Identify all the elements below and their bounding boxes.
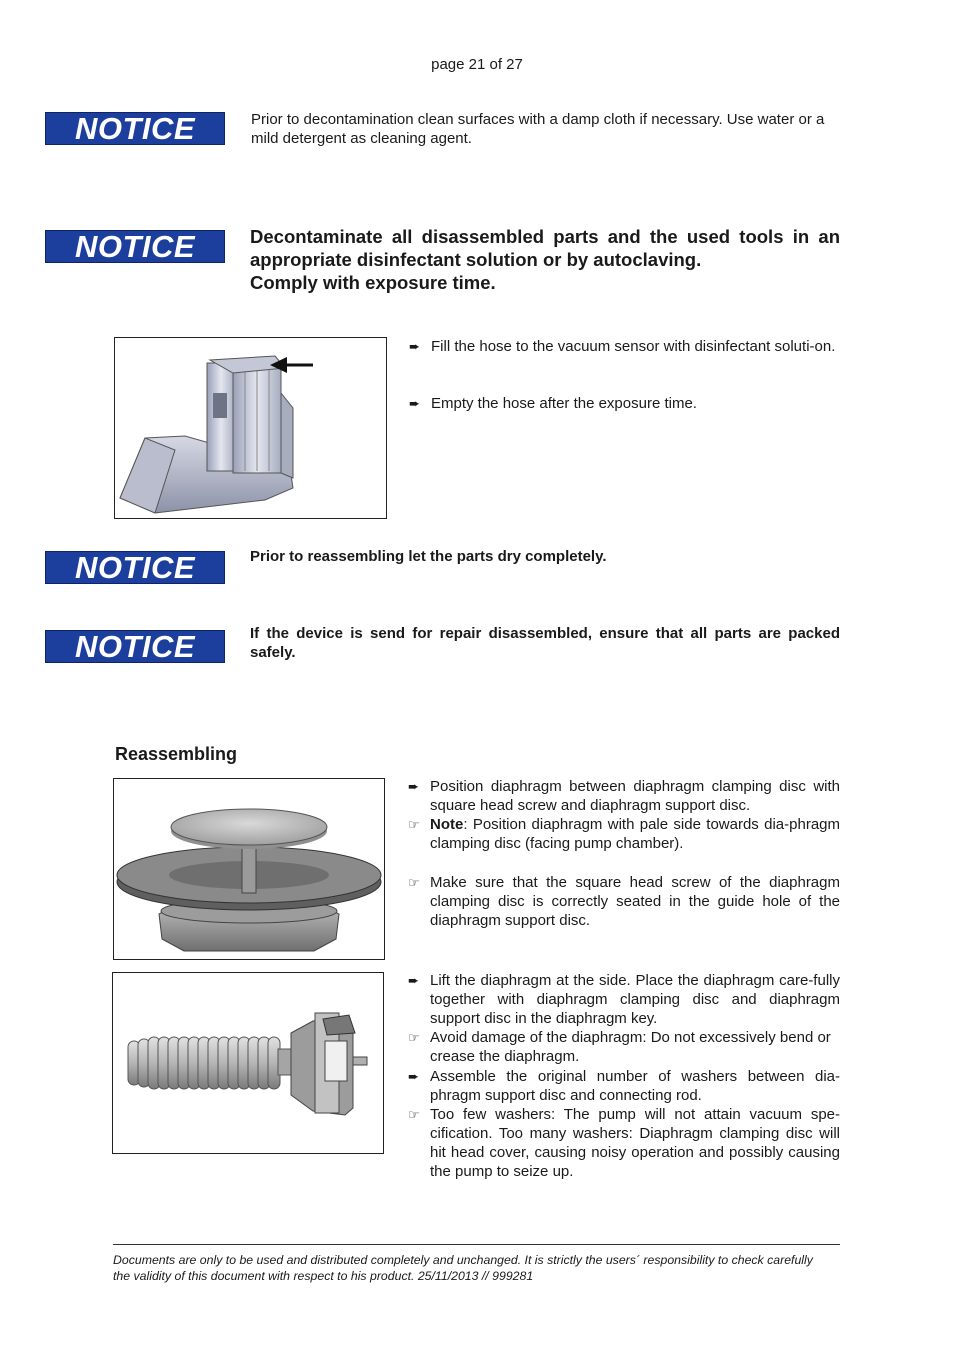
diaphragm-key-figure <box>112 972 384 1154</box>
arrow-icon: ➨ <box>409 396 420 411</box>
arrow-icon: ➨ <box>409 339 420 354</box>
notice-text-decontaminate <box>250 225 840 294</box>
notice-badge <box>45 230 225 263</box>
step-lift-diaphragm-text: Lift the diaphragm at the side. Place the diaphragm care-fully together with diaphragm clamping disc and diaphragm support disc in the diaphragm key. <box>430 972 840 1027</box>
hose-step-empty-text: Empty the hose after the exposure time. <box>431 395 697 412</box>
step-lift-diaphragm <box>408 971 840 1031</box>
notice-text-dry: Prior to reassembling let the parts dry completely. <box>250 548 607 565</box>
diaphragm-figure <box>113 778 385 960</box>
decontaminate-instruction: Decontaminate all disassembled parts and the used tools in an appropriate disinfectant solution or by autoclaving. <box>250 226 840 270</box>
note-label: Note <box>430 816 464 833</box>
hose-step-empty <box>409 394 840 414</box>
step-check-screw-seated-text: Make sure that the square head screw of the diaphragm clamping disc is correctly seated in the guide hole of the diaphragm support disc. <box>430 874 840 929</box>
step-avoid-damage-text: Avoid damage of the diaphragm: Do not excessively bend or crease the diaphragm. <box>430 1029 831 1065</box>
notice-badge <box>45 112 225 145</box>
notice-label: NOTICE <box>74 228 196 264</box>
pointing-hand-icon: ☞ <box>408 1107 420 1122</box>
footer-line-2: the validity of this document with respect to his product. 25/11/2013 // 999281 <box>113 1269 534 1283</box>
vacuum-sensor-illustration <box>115 338 386 518</box>
exposure-time-instruction: Comply with exposure time. <box>250 272 496 293</box>
arrow-icon: ➨ <box>408 973 419 988</box>
step-note-pale-side <box>408 815 840 855</box>
vacuum-sensor-figure <box>114 337 387 519</box>
footer-line-1: Documents are only to be used and distributed completely and unchanged. It is strictly the users´ responsibility to check carefully <box>113 1253 813 1267</box>
notice-label: NOTICE <box>74 110 196 146</box>
arrow-icon: ➨ <box>408 779 419 794</box>
step-note-pale-side-text <box>430 815 840 853</box>
note-text: : Position diaphragm with pale side towards dia-phragm clamping disc (facing pump chamber). <box>430 816 840 852</box>
pointing-hand-icon: ☞ <box>408 817 420 832</box>
step-position-diaphragm-text: Position diaphragm between diaphragm clamping disc with square head screw and diaphragm support disc. <box>430 778 840 814</box>
hose-step-fill-text: Fill the hose to the vacuum sensor with disinfectant soluti-on. <box>431 338 836 355</box>
notice-label: NOTICE <box>74 549 196 585</box>
step-assemble-washers-text: Assemble the original number of washers between dia-phragm support disc and connecting rod. <box>430 1068 840 1104</box>
pointing-hand-icon: ☞ <box>408 1030 420 1045</box>
hose-step-fill <box>409 337 840 377</box>
step-washer-warning <box>408 1105 840 1185</box>
page-number: page 21 of 27 <box>431 56 523 73</box>
footer-divider <box>113 1244 840 1245</box>
diaphragm-illustration <box>114 779 384 959</box>
notice-badge <box>45 630 225 663</box>
step-avoid-damage <box>408 1028 840 1068</box>
pointing-hand-icon: ☞ <box>408 875 420 890</box>
notice-text-cleaning: Prior to decontamination clean surfaces with a damp cloth if necessary. Use water or a mild detergent as cleaning agent. <box>251 111 825 147</box>
diaphragm-key-illustration <box>113 973 383 1153</box>
section-heading-reassembling: Reassembling <box>115 744 238 764</box>
notice-label: NOTICE <box>74 628 196 664</box>
step-assemble-washers <box>408 1067 840 1107</box>
footer-disclaimer <box>113 1252 848 1284</box>
arrow-icon: ➨ <box>408 1069 419 1084</box>
step-washer-warning-text: Too few washers: The pump will not attain vacuum spe-cification. Too many washers: Diaphragm clamping disc will hit head cover, causing noisy operation and possibly causing the pump to seize up. <box>430 1106 840 1180</box>
notice-text-repair: If the device is send for repair disassembled, ensure that all parts are packed safely. <box>250 625 840 661</box>
notice-badge <box>45 551 225 584</box>
step-position-diaphragm <box>408 777 840 817</box>
step-check-screw-seated <box>408 873 840 933</box>
